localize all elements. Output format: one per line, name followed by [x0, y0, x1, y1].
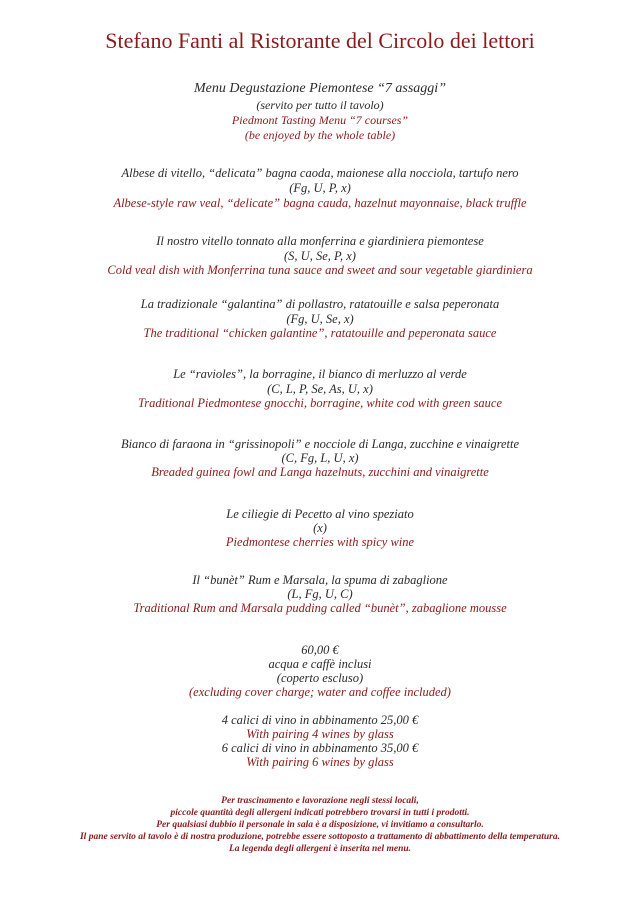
footer-line-4: Il pane servito al tavolo è di nostra produzione, potrebbe essere sottoposto a trattamento di abbattimento della temperatura.	[79, 832, 561, 842]
wine-pair6-it: 6 calici di vino in abbinamento 35,00 €	[221, 741, 419, 755]
footer-line-5: La legenda degli allergeni è inserita nel menu.	[228, 844, 412, 854]
course-1-en: Albese-style raw veal, “delicate” bagna cauda, hazelnut mayonnaise, black truffle	[113, 196, 527, 210]
course-1-allergens: (Fg, U, P, x)	[289, 181, 351, 195]
course-5-it: Bianco di faraona in “grissinopoli” e nocciole di Langa, zucchine e vinaigrette	[120, 437, 520, 451]
course-4-it: Le “ravioles”, la borragine, il bianco di merluzzo al verde	[173, 367, 467, 381]
wine-pair4-it: 4 calici di vino in abbinamento 25,00 €	[221, 713, 419, 727]
course-2-allergens: (S, U, Se, P, x)	[284, 249, 356, 263]
menu-title-it: Menu Degustazione Piemontese “7 assaggi”	[194, 81, 446, 96]
course-6-it: Le ciliegie di Pecetto al vino speziato	[226, 507, 414, 521]
course-7-en: Traditional Rum and Marsala pudding called “bunèt”, zabaglione mousse	[133, 601, 507, 615]
wine-pair4-en: With pairing 4 wines by glass	[246, 727, 394, 741]
course-6-allergens: (x)	[313, 521, 327, 535]
course-3-allergens: (Fg, U, Se, x)	[286, 312, 354, 326]
price-included: acqua e caffè inclusi	[268, 657, 372, 671]
course-5-allergens: (C, Fg, L, U, x)	[281, 451, 359, 465]
page-title: Stefano Fanti al Ristorante del Circolo dei lettori	[105, 28, 535, 53]
price-amount: 60,00 €	[301, 643, 339, 657]
menu-note-en: (be enjoyed by the whole table)	[244, 128, 396, 142]
menu-title-en: Piedmont Tasting Menu “7 courses”	[231, 113, 409, 127]
course-7-it: Il “bunèt” Rum e Marsala, la spuma di zabaglione	[192, 573, 448, 587]
course-6-en: Piedmontese cherries with spicy wine	[225, 535, 415, 549]
course-3-en: The traditional “chicken galantine”, ratatouille and peperonata sauce	[143, 326, 497, 340]
course-7-allergens: (L, Fg, U, C)	[287, 587, 353, 601]
course-4-allergens: (C, L, P, Se, As, U, x)	[267, 382, 373, 396]
course-5-en: Breaded guinea fowl and Langa hazelnuts, zucchini and vinaigrette	[151, 465, 489, 479]
footer-line-1: Per trascinamento e lavorazione negli stessi locali,	[221, 796, 419, 806]
course-2-en: Cold veal dish with Monferrina tuna sauce and sweet and sour vegetable giardiniera	[107, 263, 533, 277]
course-1-it: Albese di vitello, “delicata” bagna caoda, maionese alla nocciola, tartufo nero	[121, 166, 519, 180]
course-2-it: Il nostro vitello tonnato alla monferrina e giardiniera piemontese	[156, 234, 484, 248]
price-en: (excluding cover charge; water and coffee included)	[189, 685, 451, 699]
price-cover: (coperto escluso)	[276, 671, 364, 685]
wine-pair6-en: With pairing 6 wines by glass	[246, 755, 394, 769]
footer-line-2: piccole quantità degli allergeni indicati potrebbero trovarsi in tutti i prodotti.	[170, 808, 470, 818]
course-3-it: La tradizionale “galantina” di pollastro, ratatouille e salsa peperonata	[140, 297, 500, 311]
footer-line-3: Per qualsiasi dubbio il personale in sala è a disposizione, vi invitiamo a consultarlo.	[156, 820, 484, 830]
course-4-en: Traditional Piedmontese gnocchi, borragine, white cod with green sauce	[137, 396, 503, 410]
menu-note-it: (servito per tutto il tavolo)	[256, 98, 384, 112]
